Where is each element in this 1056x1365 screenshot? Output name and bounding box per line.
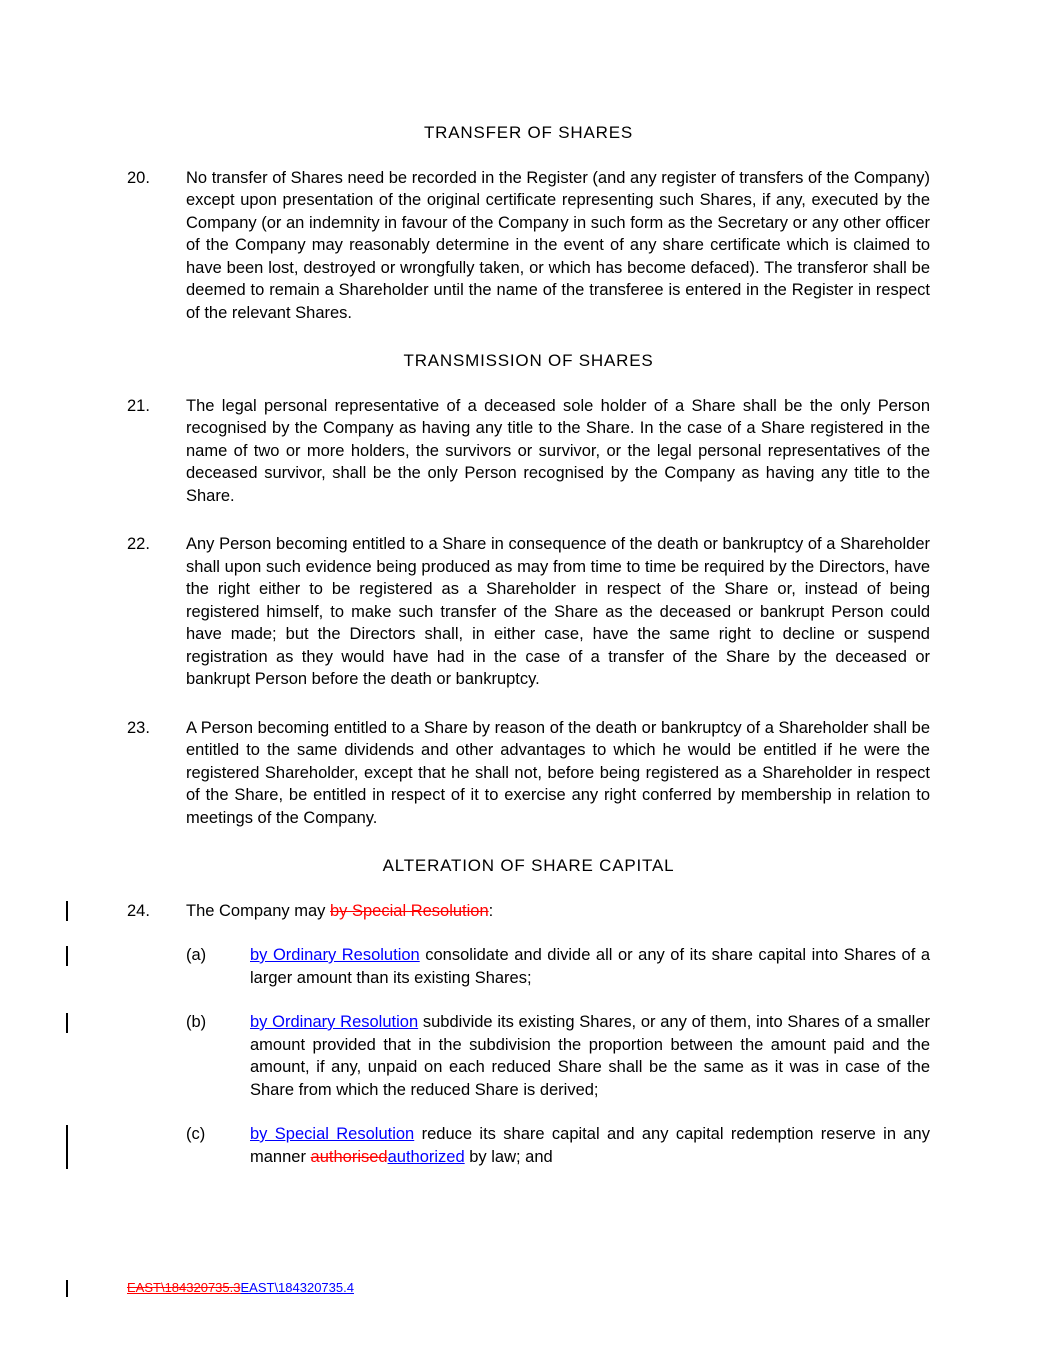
- change-bar: [66, 1280, 68, 1297]
- subclause-a: [186, 944, 930, 989]
- inserted-text: by Special Resolution: [250, 1125, 415, 1143]
- subclause-c: [186, 1123, 930, 1168]
- paragraph-24: [127, 900, 930, 923]
- subclause-text: [250, 1123, 930, 1168]
- heading-transfer-of-shares: TRANSFER OF SHARES: [424, 123, 633, 142]
- paragraph-text: The legal personal representative of a deceased sole holder of a Share shall be the only Person recognised by the Company as having any title to the Share. In the case of a Share registered in the name of two or more holders, the survivors or survivor, or the legal personal representatives of the deceased survivor, shall be the only Person recognised by the Company as having any title to the Share.: [186, 396, 930, 505]
- subclause-label: (a): [186, 946, 207, 964]
- heading-transmission-of-shares: TRANSMISSION OF SHARES: [403, 351, 654, 370]
- body-text: consolidate and divide all or any of its share capital into Shares of a larger amount than its existing Shares;: [250, 946, 930, 987]
- change-bar: [66, 1125, 68, 1169]
- document-id-footer: [127, 1279, 354, 1296]
- change-bar: [66, 1013, 68, 1033]
- inserted-text: by Ordinary Resolution: [250, 946, 420, 964]
- inserted-text: by Ordinary Resolution: [250, 1013, 419, 1031]
- paragraph-number: 24.: [127, 901, 150, 920]
- inserted-doc-id: EAST\184320735.4: [240, 1280, 354, 1295]
- paragraph-20: [127, 167, 930, 325]
- paragraph-number: 21.: [127, 396, 150, 415]
- paragraph-text: A Person becoming entitled to a Share by reason of the death or bankruptcy of a Shareholder shall be entitled to the same dividends and other advantages to which he would be entitled if he were the registered Shareholder, except that he shall not, before being registered as a Shareholder in respect of the Share, be entitled in respect of it to exercise any right conferred by membership in relation to meetings of the Company.: [186, 718, 930, 827]
- deleted-text: authorised: [310, 1147, 388, 1166]
- paragraph-text: [186, 900, 930, 923]
- subclause-label: (b): [186, 1013, 207, 1031]
- body-text: subdivide its existing Shares, or any of them, into Shares of a smaller amount provided that in the subdivision the proportion between the amount paid and the amount, if any, unpaid on each reduced Share shall be the same as it was in case of the Share from which the reduced Share is derived;: [250, 1013, 931, 1099]
- heading-alteration-of-share-capital: ALTERATION OF SHARE CAPITAL: [382, 856, 675, 875]
- deleted-doc-id: EAST\184320735.3: [127, 1280, 241, 1295]
- paragraph-text: No transfer of Shares need be recorded in the Register (and any register of transfers of the Company) except upon presentation of the original certificate representing such Shares, if any, executed by the Company (or an indemnity in favour of the Company in such form as the Secretary or any other officer of the Company may reasonably determine in the event of any share certificate which is claimed to have been lost, destroyed or wrongfully taken, or which has become defaced). The transferor shall be deemed to remain a Shareholder until the name of the transferee is entered in the Register in respect of the relevant Shares.: [186, 168, 930, 322]
- change-bar: [66, 946, 68, 966]
- intro-colon: :: [488, 901, 494, 920]
- subclause-b: [186, 1011, 930, 1101]
- deleted-text: by Special Resolution: [329, 901, 489, 920]
- body-text: by law; and: [464, 1147, 553, 1166]
- paragraph-number: 22.: [127, 535, 150, 553]
- paragraph-text: Any Person becoming entitled to a Share in consequence of the death or bankruptcy of a Shareholder shall upon such evidence being produced as may from time to time be required by the Directors, have the right either to be registered as a Shareholder in respect of the Share or, instead of being registered himself, to make such transfer of the Share as the deceased or bankrupt Person could have made; but the Directors shall, in either case, have the same right to decline or suspend registration as they would have had in the case of a transfer of the Share by the deceased or bankrupt Person before the death or bankruptcy.: [186, 535, 930, 688]
- inserted-text: authorized: [387, 1147, 465, 1166]
- subclause-text: [250, 1011, 930, 1101]
- change-bar: [66, 901, 68, 921]
- subclause-label: (c): [186, 1125, 206, 1143]
- paragraph-number: 20.: [127, 168, 150, 187]
- paragraph-number: 23.: [127, 718, 150, 737]
- body-text: reduce its share capital and any capital redemption reserve in any manner: [250, 1125, 930, 1166]
- paragraph-21: [127, 395, 930, 508]
- paragraph-22: [127, 533, 930, 691]
- subclause-text: [250, 944, 930, 989]
- paragraph-23: [127, 717, 930, 830]
- intro-text: The Company may: [186, 901, 330, 920]
